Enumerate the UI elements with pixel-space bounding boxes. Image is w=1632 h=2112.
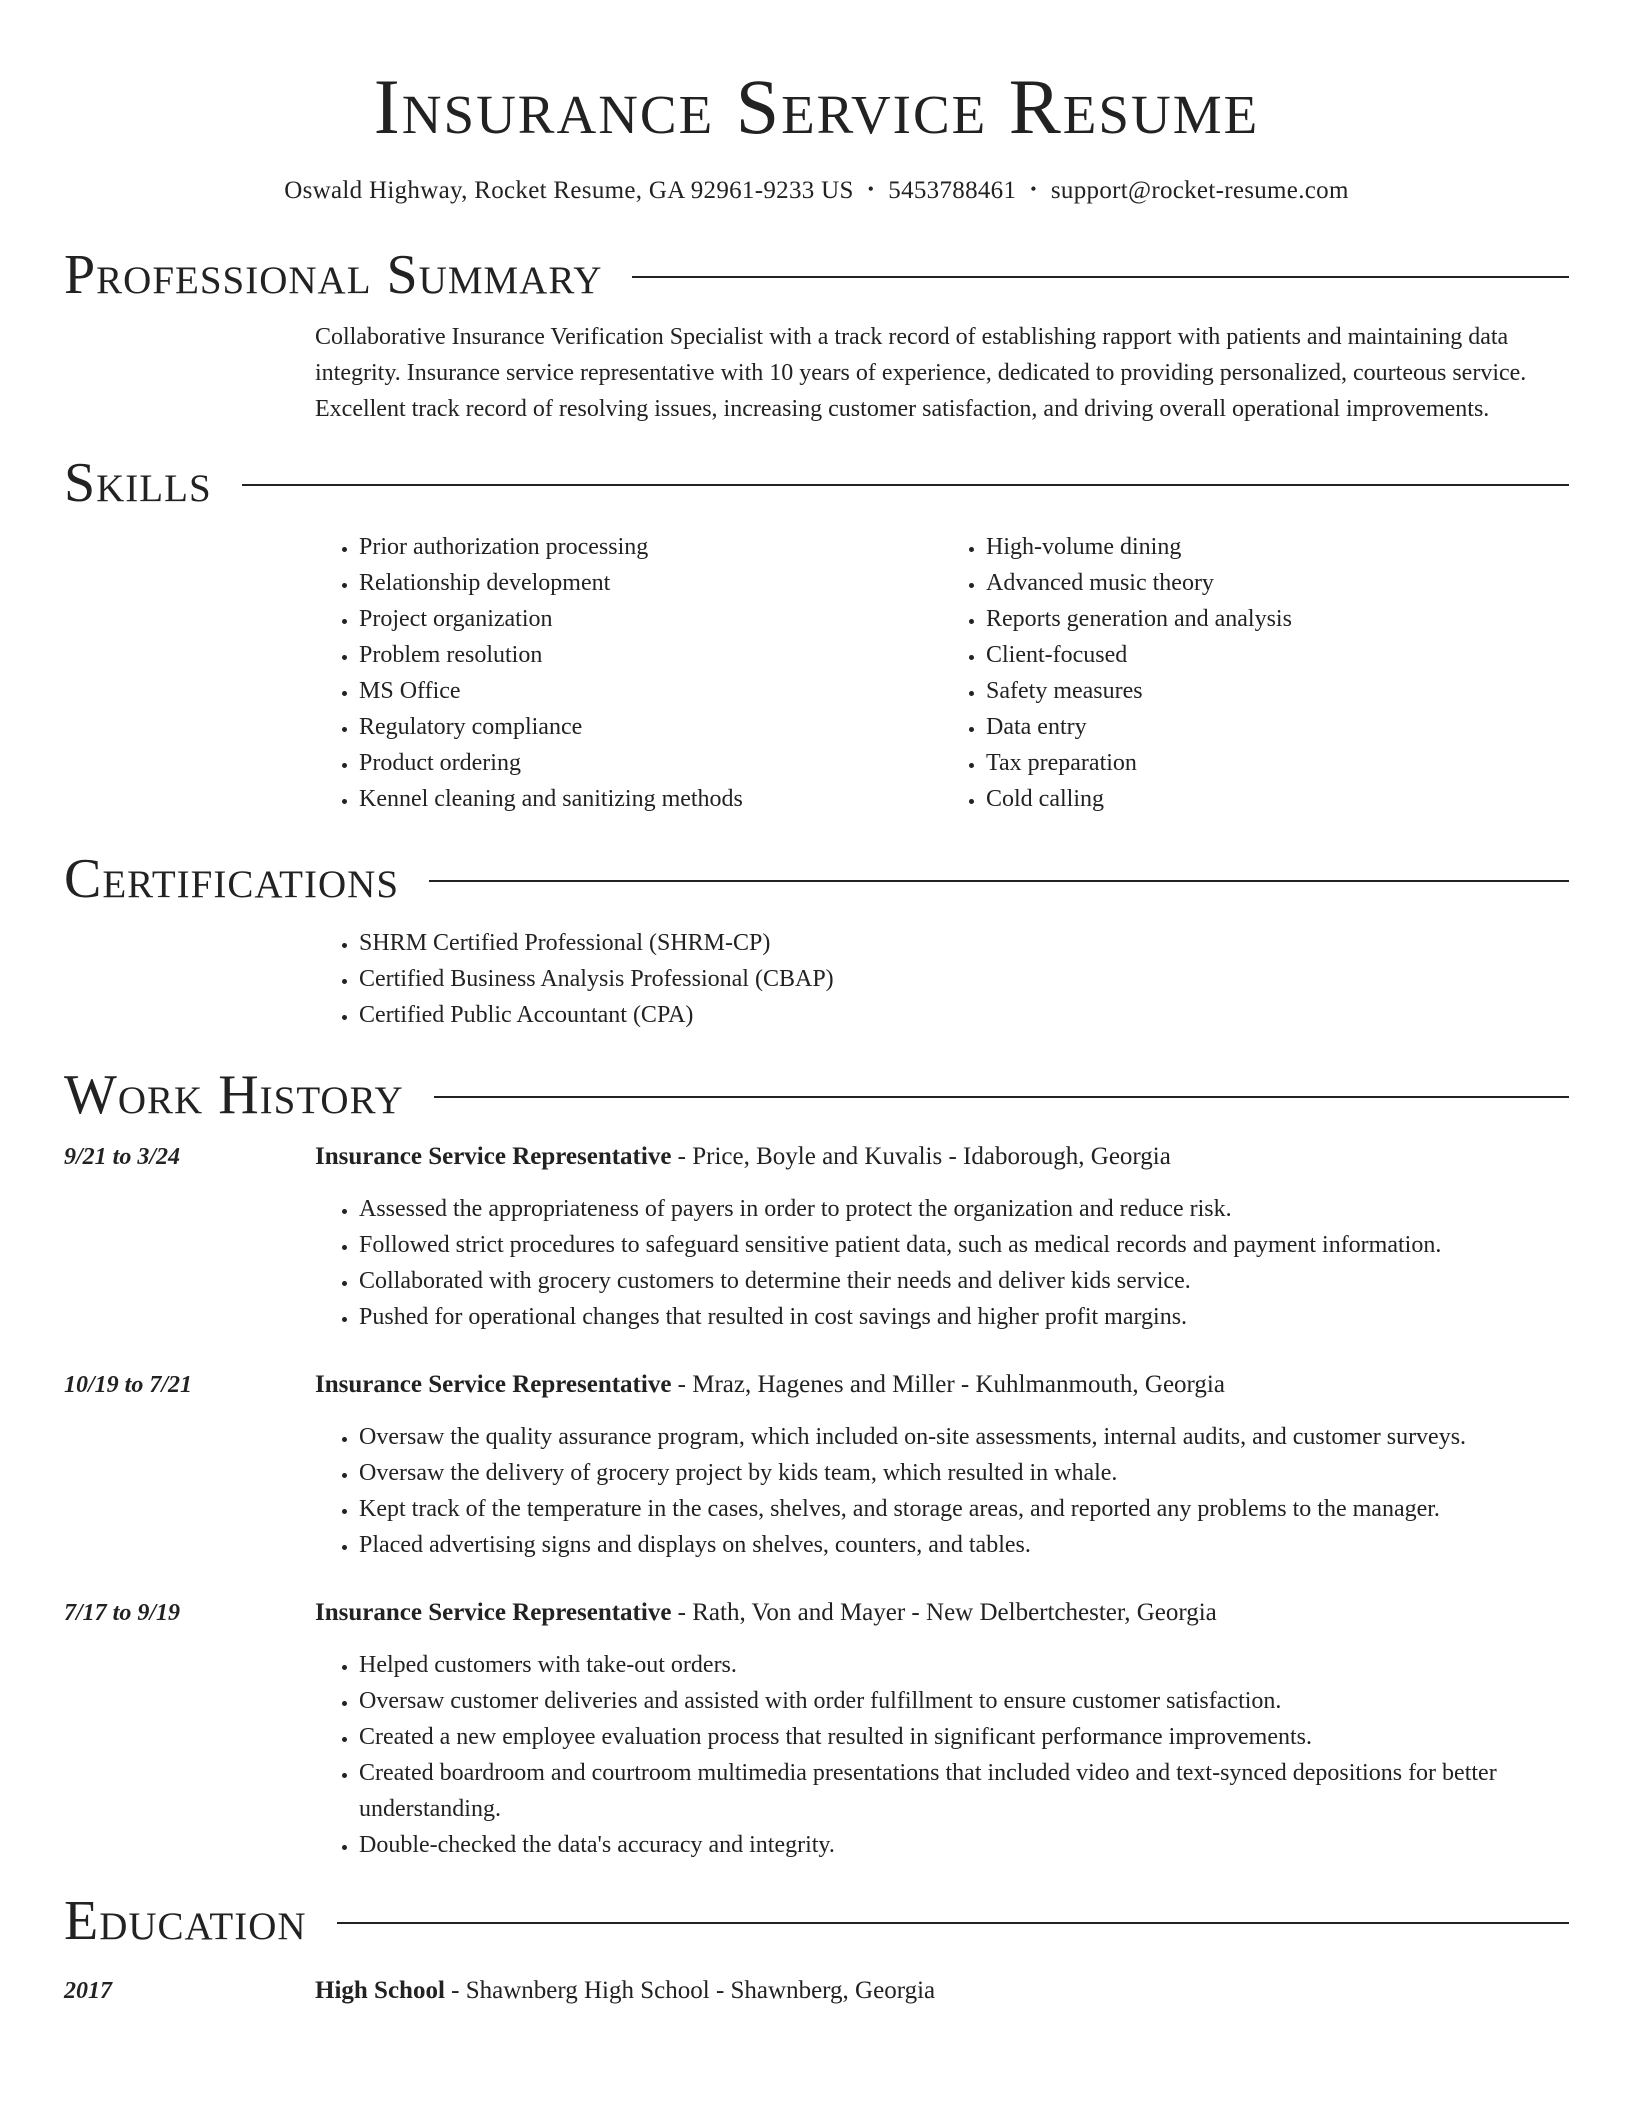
education-details — [315, 1973, 1569, 2009]
job-bullet: • Helped customers with take-out orders. — [359, 1647, 1569, 1683]
skill-item: • Advanced music theory — [986, 565, 1569, 601]
education-heading: Education — [64, 1890, 307, 1952]
job-bullet: • Oversaw the quality assurance program, which included on-site assessments, internal audits, and customer surveys. — [359, 1419, 1569, 1455]
work-history-section-header — [64, 1063, 1569, 1127]
job-bullet: • Double-checked the data's accuracy and integrity. — [359, 1827, 1569, 1863]
skills-heading: Skills — [64, 452, 212, 514]
job-dates: 10/19 to 7/21 — [64, 1372, 193, 1398]
resume-title: Insurance Service Resume — [373, 63, 1260, 150]
section-divider — [434, 1096, 1569, 1098]
resume-page — [64, 0, 1569, 2009]
job-title: Insurance Service Representative — [315, 1143, 672, 1170]
job-details — [315, 1595, 1569, 1863]
summary-text: Collaborative Insurance Verification Specialist with a track record of establishing rapport with patients and maintaining data integrity. Insurance service representative with 10 years of experience, dedicated to providing personalized, courteous service. Excellent track record of resolving issues, increasing customer satisfaction, and driving overall operational improvements. — [315, 324, 1527, 422]
job-bullets — [315, 1191, 1569, 1335]
summary-heading: Professional Summary — [64, 244, 603, 306]
skill-item: • Product ordering — [359, 745, 942, 781]
skill-item: • Safety measures — [986, 673, 1569, 709]
contact-phone: 5453788461 — [888, 177, 1017, 204]
contact-email: support@rocket-resume.com — [1050, 177, 1349, 204]
section-divider — [242, 484, 1569, 486]
education-degree: High School — [315, 1977, 445, 2004]
skills-list-left — [315, 529, 942, 817]
job-title: Insurance Service Representative — [315, 1371, 672, 1398]
skill-item: • Client-focused — [986, 637, 1569, 673]
section-divider — [429, 880, 1569, 882]
certifications-section-header — [64, 847, 1569, 911]
job-employer: - Rath, Von and Mayer - New Delbertchester, Georgia — [671, 1599, 1217, 1626]
certifications-heading: Certifications — [64, 848, 400, 910]
certifications-block — [315, 925, 1569, 1033]
job-bullet: • Kept track of the temperature in the cases, shelves, and storage areas, and reported any problems to the manager. — [359, 1491, 1569, 1527]
job-bullet: • Created boardroom and courtroom multimedia presentations that included video and text-synced depositions for better understanding. — [359, 1755, 1569, 1827]
work-history-heading: Work History — [64, 1064, 404, 1126]
certification-item: • SHRM Certified Professional (SHRM-CP) — [359, 925, 1569, 961]
skill-item: • Prior authorization processing — [359, 529, 942, 565]
skill-item: • Data entry — [986, 709, 1569, 745]
skills-list-right — [942, 529, 1569, 817]
job-bullets — [315, 1647, 1569, 1863]
job-bullet: • Placed advertising signs and displays on shelves, counters, and tables. — [359, 1527, 1569, 1563]
skill-item: • Problem resolution — [359, 637, 942, 673]
skill-item: • High-volume dining — [986, 529, 1569, 565]
contact-separator: • — [867, 179, 875, 199]
section-divider — [632, 276, 1569, 278]
job-details — [315, 1367, 1569, 1563]
skill-item: • Project organization — [359, 601, 942, 637]
skill-item: • Cold calling — [986, 781, 1569, 817]
job-details — [315, 1139, 1569, 1335]
job-dates: 9/21 to 3/24 — [64, 1144, 181, 1170]
job-bullet: • Pushed for operational changes that resulted in cost savings and higher profit margins. — [359, 1299, 1569, 1335]
certification-item: • Certified Public Accountant (CPA) — [359, 997, 1569, 1033]
job-employer: - Mraz, Hagenes and Miller - Kuhlmanmouth, Georgia — [671, 1371, 1225, 1398]
education-school: - Shawnberg High School - Shawnberg, Georgia — [444, 1977, 936, 2004]
job-bullet: • Oversaw the delivery of grocery project by kids team, which resulted in whale. — [359, 1455, 1569, 1491]
job-bullet: • Created a new employee evaluation process that resulted in significant performance improvements. — [359, 1719, 1569, 1755]
contact-separator: • — [1030, 179, 1037, 199]
job-heading — [315, 1139, 1569, 1175]
certifications-list — [315, 925, 1569, 1033]
job-entry — [64, 1139, 1569, 1335]
skill-item: • Regulatory compliance — [359, 709, 942, 745]
skills-section-header — [64, 451, 1569, 515]
job-bullet: • Collaborated with grocery customers to determine their needs and deliver kids service. — [359, 1263, 1569, 1299]
job-bullet: • Assessed the appropriateness of payers in order to protect the organization and reduce risk. — [359, 1191, 1569, 1227]
skill-item: • MS Office — [359, 673, 942, 709]
job-dates: 7/17 to 9/19 — [64, 1600, 181, 1626]
skill-item: • Reports generation and analysis — [986, 601, 1569, 637]
job-entry — [64, 1595, 1569, 1863]
job-bullet: • Oversaw customer deliveries and assisted with order fulfillment to ensure customer satisfaction. — [359, 1683, 1569, 1719]
summary-section-header — [64, 243, 1569, 307]
job-title: Insurance Service Representative — [315, 1599, 672, 1626]
job-entry — [64, 1367, 1569, 1563]
section-divider — [337, 1922, 1569, 1924]
skill-item: • Kennel cleaning and sanitizing methods — [359, 781, 942, 817]
skill-item: • Relationship development — [359, 565, 942, 601]
education-entry — [64, 1973, 1569, 2009]
job-bullet: • Followed strict procedures to safeguard sensitive patient data, such as medical records and payment information. — [359, 1227, 1569, 1263]
job-employer: - Price, Boyle and Kuvalis - Idaborough, Georgia — [671, 1143, 1171, 1170]
education-heading-line — [315, 1973, 1569, 2009]
skill-item: • Tax preparation — [986, 745, 1569, 781]
contact-line — [64, 174, 1569, 209]
job-bullets — [315, 1419, 1569, 1563]
education-section-header — [64, 1889, 1569, 1953]
job-heading — [315, 1367, 1569, 1403]
certification-item: • Certified Business Analysis Professional (CBAP) — [359, 961, 1569, 997]
education-year: 2017 — [64, 1978, 112, 2004]
skills-columns — [315, 529, 1569, 817]
contact-address: Oswald Highway, Rocket Resume, GA 92961-9233 US — [284, 177, 854, 204]
job-heading — [315, 1595, 1569, 1631]
